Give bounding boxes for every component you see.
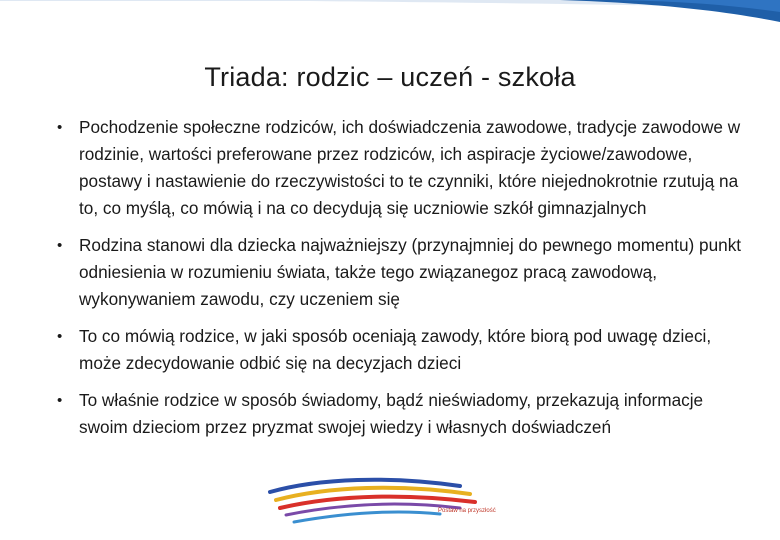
bullet-text: Rodzina stanowi dla dziecka najważniejszy (przynajmniej do pewnego momentu) punkt odniesienia w rozumieniu świata, także tego związanegoz pracą zawodową, wykonywaniem zawodu, czy uczeniem się [79, 235, 742, 309]
bullet-icon: • [57, 328, 63, 345]
bullet-item [56, 232, 746, 313]
header-decoration [0, 0, 780, 30]
logo-tagline: Postaw na przyszłość [438, 508, 496, 514]
bullet-item [56, 387, 746, 441]
bullet-icon: • [57, 237, 63, 254]
bullet-text: Pochodzenie społeczne rodziców, ich doświadczenia zawodowe, tradycje zawodowe w rodzinie, wartości preferowane przez rodziców, ich aspiracje życiowe/zawodowe, postawy i nastawienie do rzeczywistości to te czynniki, które niejednokrotnie rzutują na to, co myślą, co mówią i na co decydują się uczniowie szkół gimnazjalnych [79, 117, 741, 218]
bullet-item [56, 114, 746, 222]
logo-swoosh-icon [260, 472, 530, 540]
bullet-item [56, 323, 746, 377]
bullet-list [56, 114, 746, 451]
bullet-icon: • [57, 392, 63, 409]
bullet-icon: • [57, 119, 63, 136]
bullet-text: To co mówią rodzice, w jaki sposób oceniają zawody, które biorą pod uwagę dzieci, może zdecydowanie odbić się na decyzjach dzieci [79, 326, 712, 373]
slide-title: Triada: rodzic – uczeń - szkoła [204, 62, 576, 92]
bullet-text: To właśnie rodzice w sposób świadomy, bądź nieświadomy, przekazują informacje swoim dzieciom przez pryzmat swojej wiedzy i własnych doświadczeń [79, 390, 704, 437]
